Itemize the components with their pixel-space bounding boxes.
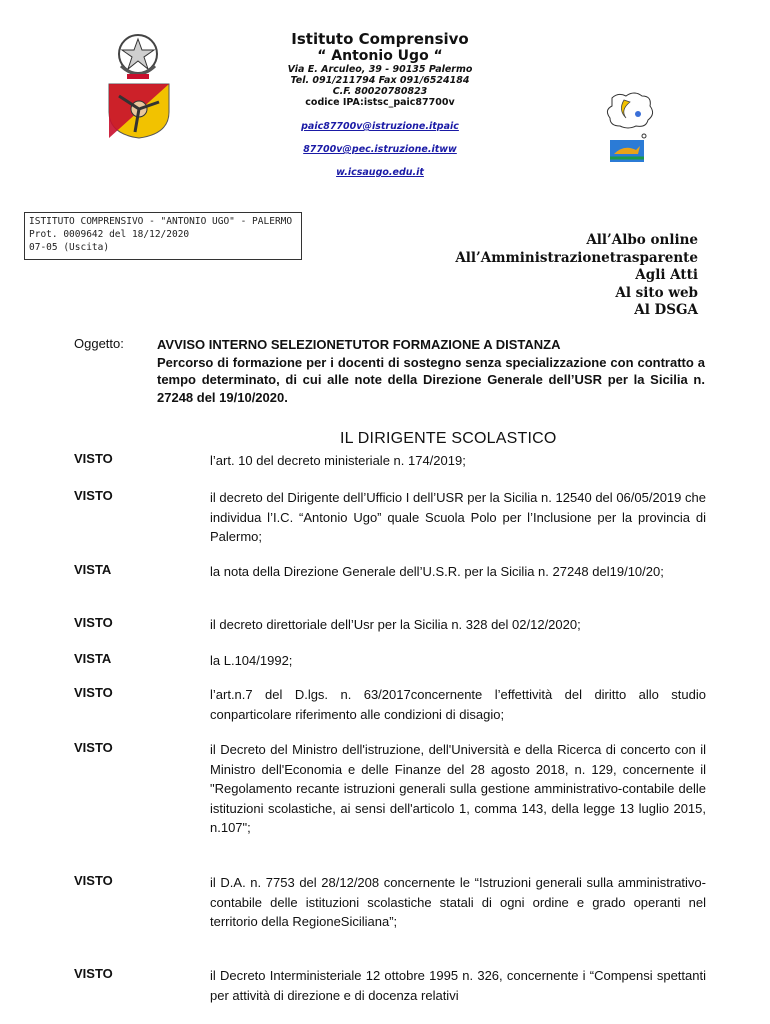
italian-republic-emblem (113, 30, 163, 82)
item-text: la nota della Direzione Generale dell’U.S.R. per la Sicilia n. 27248 del19/10/20; (210, 564, 664, 579)
item-text: il Decreto del Ministro dell'istruzione, dell'Università e della Ricerca di concerto con il Ministro dell'Economia e delle Finanze del 28 agosto 2018, n. 129, concernente il "Regolamento recante istruzioni generali sulla gestione amministrativo-contabile delle istituzioni scolastiche, ai sensi dell'articolo 1, comma 143, della legge 13 luglio 2015, n.107"; (210, 742, 706, 835)
subject-body (157, 336, 705, 406)
institute-address: Via E. Arculeo, 39 - 90135 Palermo (287, 64, 473, 75)
item-key: VISTO (74, 740, 113, 755)
subject-description: Percorso di formazione per i docenti di sostegno senza specializzazione con contratto a tempo determinato, di cui alle note della Direzione Generale dell’USR per la Sicilia n. 27248 del 19/10/2020. (157, 354, 705, 405)
website-link[interactable]: w.icsaugo.edu.it (336, 167, 424, 178)
item-key: VISTO (74, 685, 113, 700)
recipient: Agli Atti (635, 267, 698, 283)
sicily-region-emblem (105, 82, 173, 140)
item-key: VISTO (74, 451, 113, 466)
institute-name: Istituto Comprensivo (291, 30, 469, 48)
protocol-number: Prot. 0009642 del 18/12/2020 (29, 229, 190, 240)
recipients-block (455, 232, 698, 320)
institute-ipa: codice IPA:istsc_paic87700v (305, 97, 455, 108)
institute-cf: C.F. 80020780823 (332, 86, 428, 97)
item-text: il Decreto Interministeriale 12 ottobre 1995 n. 326, concernente i “Compensi spettanti per attività di direzione e di docenza relativi (210, 968, 706, 1003)
protocol-institute: ISTITUTO COMPRENSIVO - "ANTONIO UGO" - PALERMO (29, 216, 293, 227)
subject-label: Oggetto: (74, 336, 124, 351)
item-text: il decreto del Dirigente dell’Ufficio I dell’USR per la Sicilia n. 12540 del 06/05/2019 che individua l’I.C. “Antonio Ugo” quale Scuola Polo per l’Inclusione per la provincia di Palermo; (210, 490, 706, 544)
item-text: la L.104/1992; (210, 653, 293, 668)
protocol-stamp (24, 212, 302, 260)
recipient: All’Amministrazionetrasparente (455, 249, 698, 266)
document-heading: IL DIRIGENTE SCOLASTICO (340, 430, 557, 447)
item-text: l’art.n.7 del D.lgs. n. 63/2017concernente l’effettività del diritto allo studio conparticolare riferimento alle condizioni di disagio; (210, 687, 706, 722)
item-key: VISTA (74, 651, 112, 666)
school-logo (604, 92, 656, 172)
protocol-classification: 07-05 (Uscita) (29, 242, 110, 253)
pec-link[interactable]: 87700v@pec.istruzione.itww (303, 144, 457, 155)
email-link[interactable]: paic87700v@istruzione.itpaic (301, 121, 459, 132)
recipient: All’Albo online (586, 232, 698, 248)
institute-phone-fax: Tel. 091/211794 Fax 091/6524184 (290, 75, 470, 86)
recipient: Al DSGA (634, 302, 698, 318)
item-key: VISTO (74, 615, 113, 630)
item-key: VISTO (74, 488, 113, 503)
institute-subname: “ Antonio Ugo “ (317, 48, 443, 64)
item-text: il decreto direttoriale dell’Usr per la Sicilia n. 328 del 02/12/2020; (210, 617, 581, 632)
item-key: VISTO (74, 873, 113, 888)
item-text: l’art. 10 del decreto ministeriale n. 174/2019; (210, 453, 466, 468)
recipient: Al sito web (615, 284, 698, 301)
subject-title: AVVISO INTERNO SELEZIONETUTOR FORMAZIONE A DISTANZA (157, 337, 561, 352)
item-text: il D.A. n. 7753 del 28/12/208 concernente le “Istruzioni generali sulla amministrativo-contabile delle istituzioni scolastiche statali di ogni ordine e grado operanti nel territorio della RegioneSiciliana”; (210, 875, 706, 929)
item-key: VISTO (74, 966, 113, 981)
institute-header (230, 30, 530, 178)
item-key: VISTA (74, 562, 112, 577)
